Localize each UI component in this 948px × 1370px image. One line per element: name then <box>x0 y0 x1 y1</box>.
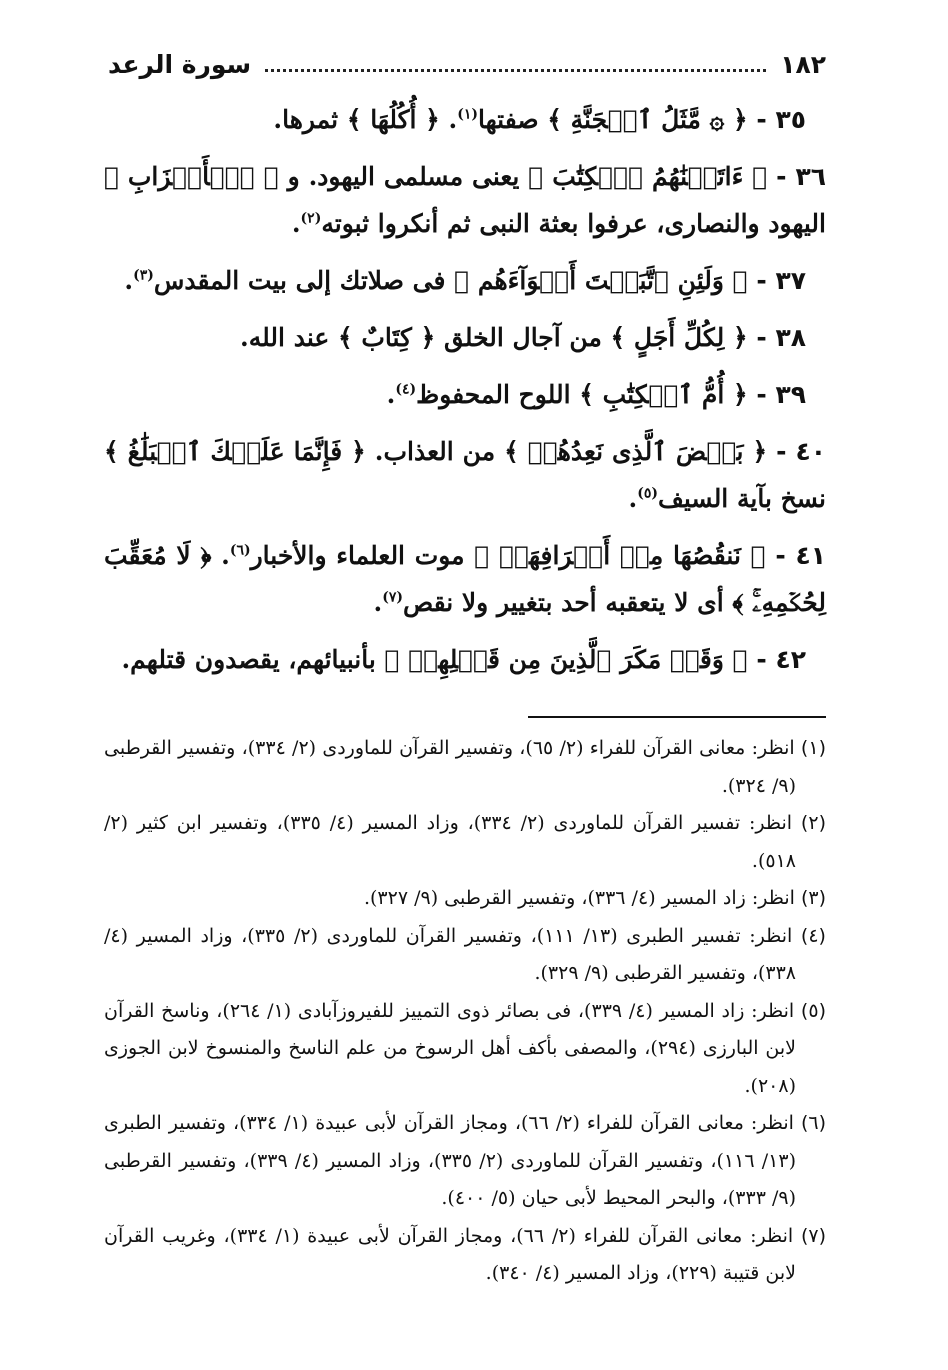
footnote <box>104 1105 826 1218</box>
footnote-text: انظر: زاد المسير (٤/ ٣٣٩)، فى بصائر ذوى التمييز للفيروزآبادى (١/ ٢٦٤)، وناسخ القرآن لابن البارزى (٢٩٤)، والمصفى بأكف أهل الرسوخ من علم الناسخ والمنسوخ لابن الجوزى (٢٠٨). <box>104 999 796 1097</box>
commentary-text: ثمرها. <box>273 105 347 134</box>
verse-number: ٤١ - <box>775 541 826 570</box>
footnote-ref: (٦) <box>229 542 251 559</box>
commentary-text: صفتها <box>478 105 548 134</box>
commentary-text: . <box>124 266 134 295</box>
verse-number: ٣٩ - <box>756 380 806 409</box>
footnote-number: (٧) <box>800 1224 827 1247</box>
commentary-text: اللوح المحفوظ <box>416 380 580 409</box>
footnote-ref: (٤) <box>395 381 417 398</box>
verse-entry <box>104 532 826 626</box>
verse-number: ٤٠ - <box>776 437 826 466</box>
main-text <box>104 96 826 693</box>
commentary-text: . <box>211 541 230 570</box>
verse-number: ٣٥ - <box>756 105 806 134</box>
footnote-ref: (٧) <box>382 589 403 606</box>
quran-quote: ﴿ ٱلۡأَحۡزَابِ ﴾ <box>104 162 279 191</box>
footnote-text: انظر: تفسير الطبرى (١٣/ ١١١)، وتفسير القرآن للماوردى (٢/ ٣٣٥)، وزاد المسير (٤/ ٣٣٨)، وتفسير القرطبى (٩/ ٣٢٩). <box>104 924 796 984</box>
footnote-text: انظر: زاد المسير (٤/ ٣٣٦)، وتفسير القرطبى (٩/ ٣٢٧). <box>363 887 795 909</box>
footnote <box>104 1218 826 1293</box>
running-header <box>108 42 826 86</box>
verse-number: ٤٢ - <box>756 645 806 674</box>
commentary-text: بأنبيائهم، يقصدون قتلهم. <box>121 645 385 674</box>
quran-quote: ﴿ فَإِنَّمَا عَلَيۡكَ ٱلۡبَلَٰغُ ﴾ <box>104 437 366 466</box>
footnote-number: (٥) <box>800 999 826 1022</box>
commentary-text: يعنى مسلمى اليهود. و <box>278 162 529 191</box>
footnote-number: (٦) <box>800 1112 826 1134</box>
quran-quote: ﴿ نَنقُصُهَا مِنۡ أَطۡرَافِهَاۚ ﴾ <box>474 541 766 570</box>
verse-entry <box>104 96 826 143</box>
quran-quote: ﴿ لَا مُعَقِّبَ لِحُكۡمِهِۦۚ ﴾ <box>104 541 826 617</box>
footnote-number: (٤) <box>800 924 826 947</box>
verse-entry <box>104 314 826 361</box>
footnote-ref: (٢) <box>300 210 322 227</box>
page-number: ١٨٢ <box>780 49 826 79</box>
footnote <box>104 805 826 880</box>
commentary-text: موت العلماء والأخبار <box>250 541 475 570</box>
verse-entry <box>104 257 826 304</box>
footnote-separator <box>528 716 826 718</box>
footnote-number: (٢) <box>800 812 826 834</box>
verse-number: ٣٧ - <box>756 266 806 295</box>
commentary-text: . <box>628 484 638 513</box>
commentary-text: . <box>386 380 396 409</box>
commentary-text: من آجال الخلق <box>435 323 611 352</box>
footnote-ref: (١) <box>457 106 479 123</box>
quran-quote: ﴿ بَعۡضَ ٱلَّذِى نَعِدُهُمۡ ﴾ <box>504 437 768 466</box>
footnote-text: انظر: معانى القرآن للفراء (٢/ ٦٦)، ومجاز القرآن لأبى عبيدة (١/ ٣٣٤)، وتفسير الطبرى (١٣/ ١١٦)، وتفسير القرآن للماوردى (٢/ ٣٣٥)، وزاد المسير (٤/ ٣٣٩)، وتفسير القرطبى (٩/ ٣٣٣)، والبحر المحيط لأبى حيان (٥/ ٤٠٠). <box>104 1112 796 1209</box>
surah-title: سورة الرعد <box>108 49 252 79</box>
footnote <box>104 918 826 993</box>
footnotes <box>104 730 826 1293</box>
commentary-text: . <box>373 588 383 617</box>
header-dot-leader <box>265 69 766 72</box>
verse-entry <box>104 636 826 683</box>
commentary-text: . <box>439 105 458 134</box>
quran-quote: ﴿ وَقَدۡ مَكَرَ ٱلَّذِينَ مِن قَبۡلِهِمۡ ﴾ <box>384 645 748 674</box>
footnote-number: (١) <box>800 737 826 759</box>
verse-number: ٣٨ - <box>756 323 806 352</box>
footnote-text: انظر: تفسير القرآن للماوردى (٢/ ٣٣٤)، وزاد المسير (٤/ ٣٣٥)، وتفسير ابن كثير (٢/ ٥١٨). <box>104 812 796 872</box>
verse-number: ٣٦ - <box>776 162 826 191</box>
commentary-text: فى صلاتك إلى بيت المقدس <box>153 266 455 295</box>
quran-quote: ﴿ أُكُلُهَا ﴾ <box>346 105 440 134</box>
verse-entry <box>104 371 826 418</box>
quran-quote: ﴿ ۞ مَّثَلُ ٱلۡجَنَّةِ ﴾ <box>547 105 748 134</box>
footnote <box>104 730 826 805</box>
quran-quote: ﴿ لِكُلِّ أَجَلٍ ﴾ <box>610 323 748 352</box>
commentary-text: اليهود والنصارى، عرفوا بعثة النبى ثم أنكروا ثبوته <box>321 209 826 238</box>
footnote <box>104 880 826 918</box>
footnote-text: انظر: معانى القرآن للفراء (٢/ ٦٦)، ومجاز القرآن لأبى عبيدة (١/ ٣٣٤)، وغريب القرآن لابن قتيبة (٢٢٩)، وزاد المسير (٤/ ٣٤٠). <box>104 1224 796 1284</box>
quran-quote: ﴿ وَلَئِنِ ٱتَّبَعۡتَ أَهۡوَآءَهُم ﴾ <box>454 266 748 295</box>
quran-quote: ﴿ أُمُّ ٱلۡكِتَٰبِ ﴾ <box>579 380 748 409</box>
quran-quote: ﴿ ءَاتَيۡنَٰهُمُ ٱلۡكِتَٰبَ ﴾ <box>528 162 768 191</box>
footnote-number: (٣) <box>800 887 826 909</box>
commentary-text: نسخ بآية السيف <box>657 484 826 513</box>
footnote-ref: (٣) <box>133 267 154 284</box>
commentary-text: من العذاب. <box>365 437 505 466</box>
commentary-text: أى لا يتعقبه أحد بتغيير ولا نقص <box>402 588 733 617</box>
commentary-text: . <box>291 209 301 238</box>
footnote-ref: (٥) <box>637 485 658 502</box>
verse-entry <box>104 428 826 522</box>
verse-entry <box>104 153 826 247</box>
commentary-text: عند الله. <box>240 323 338 352</box>
footnote-text: انظر: معانى القرآن للفراء (٢/ ٦٥)، وتفسير القرآن للماوردى (٢/ ٣٣٤)، وتفسير القرطبى (٩/ ٣٢٤). <box>104 737 796 797</box>
quran-quote: ﴿ كِتَابٌ ﴾ <box>337 323 436 352</box>
footnote <box>104 993 826 1106</box>
